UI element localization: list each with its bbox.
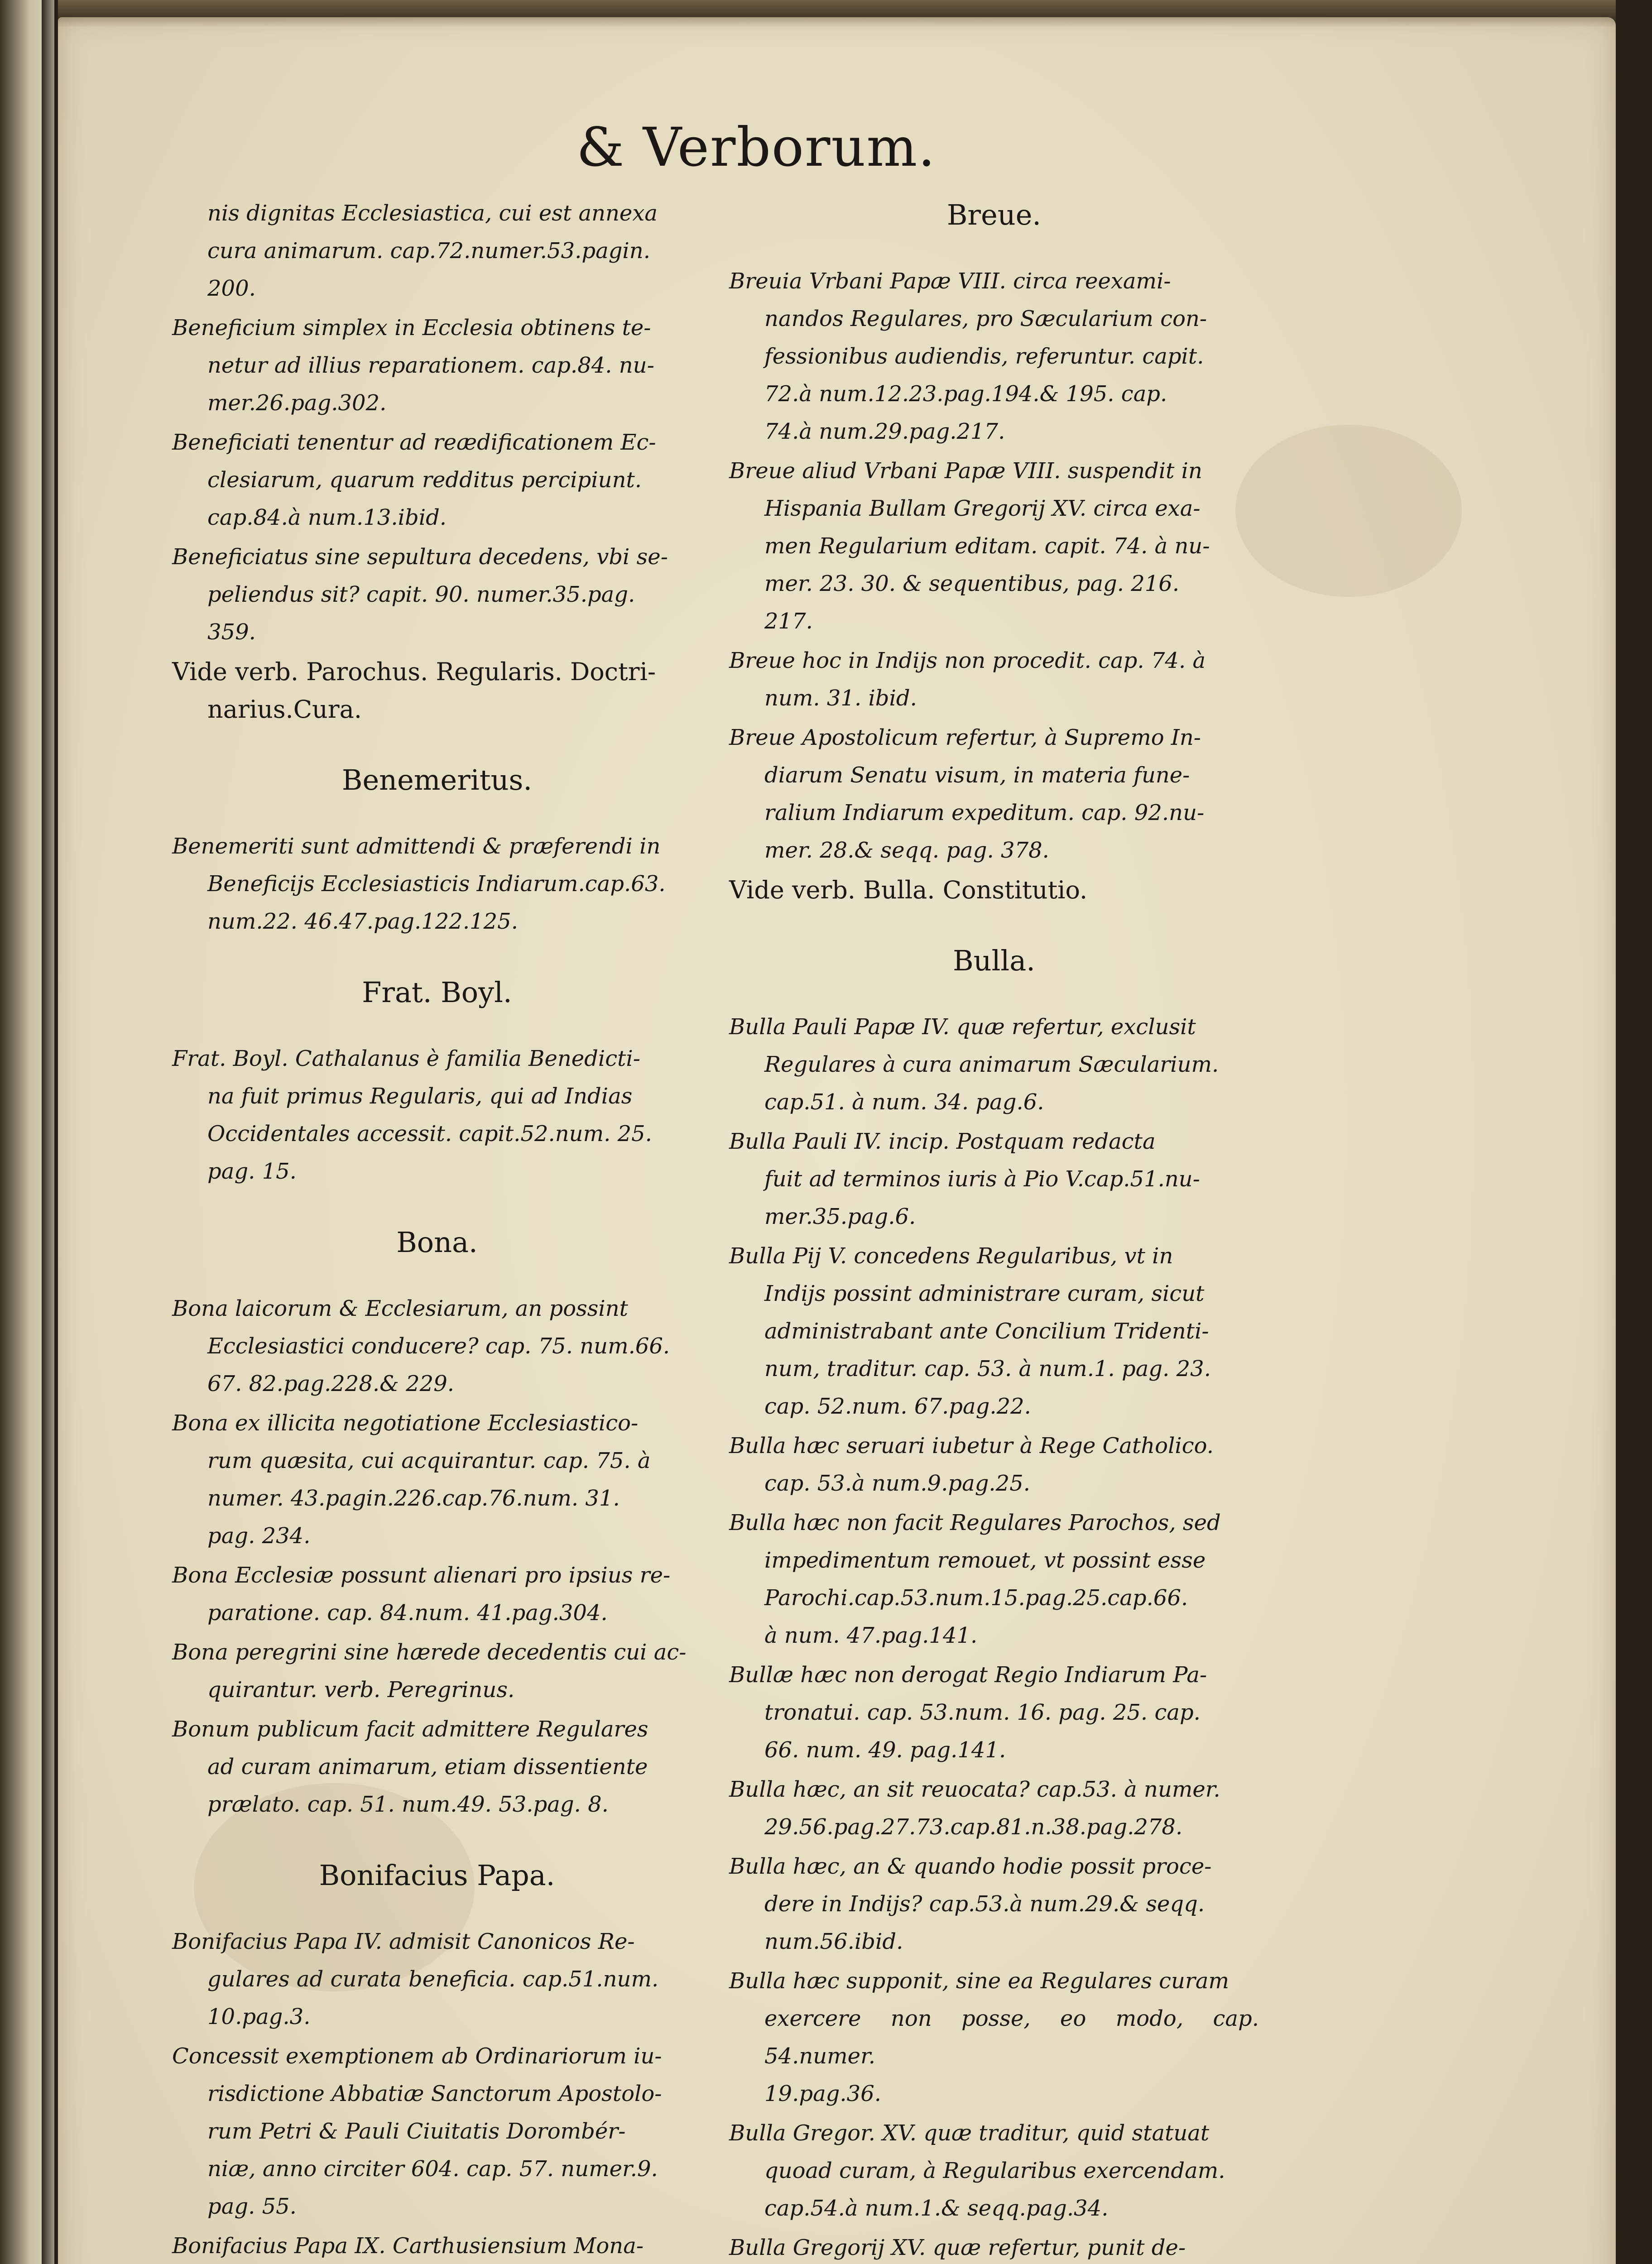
index-entry: Bonifacius Papa IV. admisit Canonicos Re- gulares ad curata beneficia. cap.51.num. 10.pag.3. [172, 1929, 659, 2029]
index-entry: Bona laicorum & Ecclesiarum, an possint Ecclesiastici conducere? cap. 75. num.66. 67. 82.pag.228.& 229. [172, 1296, 670, 1396]
index-entry: Beneficium simplex in Ecclesia obtinens te- netur ad illius reparationem. cap.84. nu- mer.26.pag.302. [172, 315, 654, 416]
cross-reference: Vide verb. Bulla. Constitutio. [729, 876, 1088, 904]
right-column [729, 195, 1259, 2264]
index-entry: Bulla hæc seruari iubetur à Rege Catholico. cap. 53.à num.9.pag.25. [729, 1433, 1214, 1496]
index-entry: Beneficiatus sine sepultura decedens, vbi se- peliendus sit? capit. 90. numer.35.pag. 359. [172, 544, 668, 645]
left-column [172, 195, 702, 2264]
index-entry-continuation: nis dignitas Ecclesiastica, cui est annexa cura animarum. cap.72.numer.53.pagin. 200. [207, 201, 658, 301]
index-entry: Bulla Gregor. XV. quæ traditur, quid statuat quoad curam, à Regularibus exercendam. cap.54.à num.1.& seqq.pag.34. [729, 2120, 1225, 2221]
index-entry: Bulla hæc, an sit reuocata? cap.53. à numer. 29.56.pag.27.73.cap.81.n.38.pag.278. [729, 1777, 1220, 1840]
index-entry: Bona peregrini sine hærede decedentis cui ac- quirantur. verb. Peregrinus. [172, 1640, 687, 1703]
index-entry: Breuia Vrbani Papæ VIII. circa reexami- nandos Regulares, pro Sæcularium con- fessionibus audiendis, referuntur. capit. 72.à num.12.23.pag.194.& 195. cap. 74.à num.29.pag.217. [729, 269, 1207, 444]
index-entry: Bona Ecclesiæ possunt alienari pro ipsius re- paratione. cap. 84.num. 41.pag.304. [172, 1563, 671, 1626]
index-heading: Bulla. [953, 944, 1035, 977]
paper-stain [1235, 425, 1462, 597]
index-entry: Bulla Pij V. concedens Regularibus, vt in Indijs possint administrare curam, sicut administrabant ante Concilium Tridenti- num, traditur. cap. 53. à num.1. pag. 23. cap. 52.num. 67.pag.22. [729, 1243, 1211, 1419]
index-entry: Bulla Pauli Papæ IV. quæ refertur, exclusit Regulares à cura animarum Sæcularium. cap.51. à num. 34. pag.6. [729, 1014, 1219, 1115]
index-entry: Bulla hæc non facit Regulares Parochos, sed impedimentum remouet, vt possint esse Parochi.cap.53.num.15.pag.25.cap.66. à num. 47.pag.141. [729, 1510, 1221, 1648]
index-heading: Breue. [946, 198, 1042, 231]
index-entry: Frat. Boyl. Cathalanus è familia Benedicti- na fuit primus Regularis, qui ad Indias Occidentales accessit. capit.52.num. 25. pag. 15. [172, 1046, 652, 1184]
index-entry: Bulla Pauli IV. incip. Postquam redacta fuit ad terminos iuris à Pio V.cap.51.nu- mer.35.pag.6. [729, 1129, 1200, 1229]
index-heading: Bonifacius Papa. [319, 1859, 555, 1892]
index-entry: Bonum publicum facit admittere Regulares ad curam animarum, etiam dissentiente prælato. cap. 51. num.49. 53.pag. 8. [172, 1717, 648, 1817]
running-head: & Verborum. [576, 116, 936, 178]
index-entry: Bulla hæc, an & quando hodie possit proce- dere in Indijs? cap.53.à num.29.& seqq. num.56.ibid. [729, 1854, 1212, 1954]
index-entry: Bulla hæc supponit, sine ea Regulares curam exercere non posse, eo modo, cap. 54.numer. 19.pag.36. [729, 1968, 1259, 2106]
index-entry: Breue hoc in Indijs non procedit. cap. 74. à num. 31. ibid. [729, 648, 1206, 711]
cross-reference: Vide verb. Parochus. Regularis. Doctri- narius.Cura. [172, 657, 656, 724]
index-entry: Bona ex illicita negotiatione Ecclesiastico- rum quæsita, cui acquirantur. cap. 75. à numer. 43.pagin.226.cap.76.num. 31. pag. 234. [172, 1410, 651, 1549]
page-top-edge [58, 0, 1616, 27]
index-heading: Bona. [396, 1226, 478, 1259]
index-entry: Beneficiati tenentur ad reædificationem Ec- clesiarum, quarum redditus percipiunt. cap.84.à num.13.ibid. [172, 430, 656, 530]
index-entry: Breue Apostolicum refertur, à Supremo In- diarum Senatu visum, in materia fune- ralium Indiarum expeditum. cap. 92.nu- mer. 28.& seqq. pag. 378. [729, 725, 1205, 863]
index-entry: Benemeriti sunt admittendi & præferendi in Beneficijs Ecclesiasticis Indiarum.cap.63. num.22. 46.47.pag.122.125. [172, 834, 666, 934]
index-entry: Breue aliud Vrbani Papæ VIII. suspendit in Hispania Bullam Gregorij XV. circa exa- men Regularium editam. capit. 74. à nu- mer. 23. 30. & sequentibus, pag. 216. 217. [729, 458, 1210, 634]
book-gutter [42, 0, 59, 2264]
index-entry: Bullæ hæc non derogat Regio Indiarum Pa- tronatui. cap. 53.num. 16. pag. 25. cap. 66. num. 49. pag.141. [729, 1662, 1207, 1763]
index-heading: Frat. Boyl. [362, 976, 512, 1009]
index-entry: Concessit exemptionem ab Ordinariorum iu- risdictione Abbatiæ Sanctorum Apostolo- rum Petri & Pauli Ciuitatis Dorombér- niæ, anno circiter 604. cap. 57. numer.9. pag. 55. [172, 2043, 662, 2219]
index-entry: Bulla Gregorij XV. quæ refertur, punit de- [729, 2235, 1186, 2260]
index-heading: Benemeritus. [341, 763, 533, 796]
index-entry: Bonifacius Papa IX. Carthusiensium Mona- [172, 2233, 644, 2259]
